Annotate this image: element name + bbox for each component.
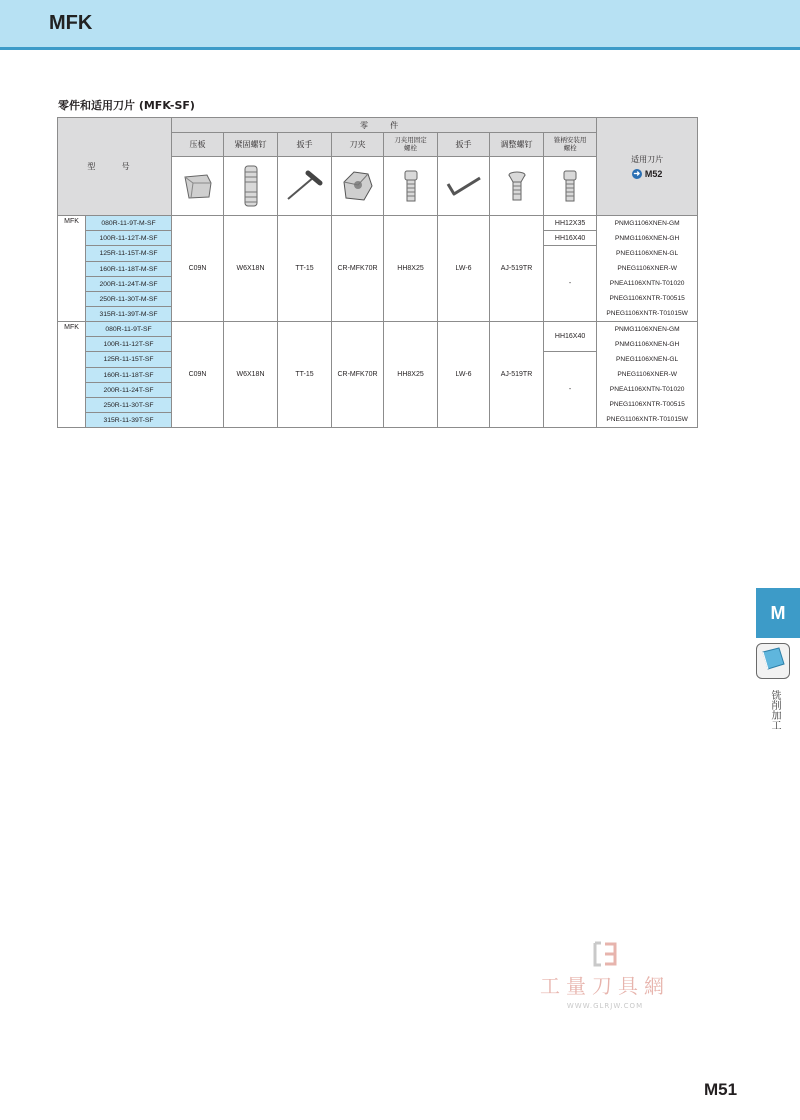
model-cell: 125R-11-15T-SF <box>86 352 172 368</box>
side-label: 铣削加工 <box>769 690 780 730</box>
insert-item: PNEA1106XNTN-T01020 <box>609 280 685 287</box>
holder-bolt-value: HH8X25 <box>384 322 438 428</box>
brand-cell: MFK <box>58 322 86 428</box>
insert-item: PNEG1106XNEN-GL <box>616 250 679 257</box>
holder-value: CR-MFK70R <box>332 322 384 428</box>
adjust-screw-image <box>490 157 544 216</box>
watermark-logo-icon <box>591 940 619 968</box>
section-tab-m[interactable]: M <box>756 588 800 638</box>
wrench-value: TT-15 <box>278 216 332 322</box>
insert-ref: M52 <box>644 169 663 179</box>
model-cell: 200R-11-24T-SF <box>86 383 172 398</box>
insert-item: PNMG1106XNEN-GH <box>614 235 680 242</box>
col-holder-bolt: 刀夹用固定 螺栓 <box>384 133 438 157</box>
arbor-bolt-value: - <box>544 352 597 428</box>
screw-value: W6X18N <box>224 322 278 428</box>
insert-item: PNEG1106XNER-W <box>617 265 677 272</box>
model-cell: 160R-11-18T-M-SF <box>86 262 172 277</box>
insert-item: PNEG1106XNEN-GL <box>616 356 679 363</box>
watermark-text: 工量刀具網 <box>540 974 670 998</box>
arbor-bolt-image <box>544 157 597 216</box>
arbor-bolt-value: HH16X40 <box>544 322 597 352</box>
model-cell: 160R-11-18T-SF <box>86 368 172 383</box>
wrench-value: TT-15 <box>278 322 332 428</box>
model-cell: 200R-11-24T-M-SF <box>86 277 172 292</box>
insert-item: PNEG1106XNER-W <box>617 371 677 378</box>
holder-bolt-value: HH8X25 <box>384 216 438 322</box>
insert-item: PNEG1106XNTR-T01015W <box>606 416 688 423</box>
page-header <box>0 0 800 50</box>
milling-insert-icon <box>756 643 790 679</box>
insert-list <box>597 322 698 428</box>
holder-bolt-image <box>384 157 438 216</box>
model-cell: 100R-11-12T-SF <box>86 337 172 352</box>
arrow-right-icon: ➜ <box>633 169 641 178</box>
model-cell: 315R-11-39T-SF <box>86 413 172 428</box>
watermark-url: WWW.GLRJW.COM <box>566 1002 644 1010</box>
insert-list <box>597 216 698 322</box>
model-cell: 080R-11-9T-M-SF <box>86 216 172 231</box>
col-wrench2: 扳手 <box>438 133 490 157</box>
holder-value: CR-MFK70R <box>332 216 384 322</box>
col-arbor-bolt: 锥柄安装用 螺栓 <box>544 133 597 157</box>
screw-image <box>224 157 278 216</box>
parts-table <box>57 117 698 428</box>
insert-ref-link[interactable] <box>632 169 663 179</box>
insert-item: PNMG1106XNEN-GM <box>614 220 680 227</box>
clamp-image <box>172 157 224 216</box>
col-wrench: 扳手 <box>278 133 332 157</box>
insert-item: PNMG1106XNEN-GH <box>614 341 680 348</box>
col-holder: 刀夹 <box>332 133 384 157</box>
model-cell: 250R-11-30T-M-SF <box>86 292 172 307</box>
wrench2-value: LW-6 <box>438 322 490 428</box>
adjust-value: AJ-519TR <box>490 322 544 428</box>
col-screw: 紧固螺钉 <box>224 133 278 157</box>
insert-header-cell <box>597 118 698 216</box>
section-title: 零件和适用刀片 (MFK-SF) <box>58 99 195 112</box>
model-cell: 100R-11-12T-M-SF <box>86 231 172 246</box>
model-cell: 250R-11-30T-SF <box>86 398 172 413</box>
holder-image <box>332 157 384 216</box>
insert-item: PNEA1106XNTN-T01020 <box>609 386 685 393</box>
col-adjust: 调整螺钉 <box>490 133 544 157</box>
header-title: MFK <box>49 12 93 34</box>
clamp-value: C09N <box>172 322 224 428</box>
model-cell: 080R-11-9T-SF <box>86 322 172 337</box>
adjust-value: AJ-519TR <box>490 216 544 322</box>
screw-value: W6X18N <box>224 216 278 322</box>
insert-item: PNEG1106XNTR-T01015W <box>606 310 688 317</box>
insert-item: PNMG1106XNEN-GM <box>614 326 680 333</box>
model-cell: 125R-11-15T-M-SF <box>86 246 172 262</box>
wrench2-image <box>438 157 490 216</box>
col-clamp: 压板 <box>172 133 224 157</box>
wrench2-value: LW-6 <box>438 216 490 322</box>
clamp-value: C09N <box>172 216 224 322</box>
arbor-bolt-value: - <box>544 246 597 322</box>
brand-cell: MFK <box>58 216 86 322</box>
insert-item: PNEG1106XNTR-T00515 <box>609 401 685 408</box>
model-header: 型 号 <box>58 118 172 216</box>
watermark <box>530 940 680 1010</box>
page-number: M51 <box>704 1080 738 1099</box>
wrench-image <box>278 157 332 216</box>
arbor-bolt-value: HH12X35 <box>544 216 597 231</box>
model-cell: 315R-11-39T-M-SF <box>86 307 172 322</box>
parts-header: 零 件 <box>172 118 597 133</box>
insert-header: 适用刀片 <box>631 155 664 164</box>
arbor-bolt-value: HH16X40 <box>544 231 597 246</box>
insert-item: PNEG1106XNTR-T00515 <box>609 295 685 302</box>
